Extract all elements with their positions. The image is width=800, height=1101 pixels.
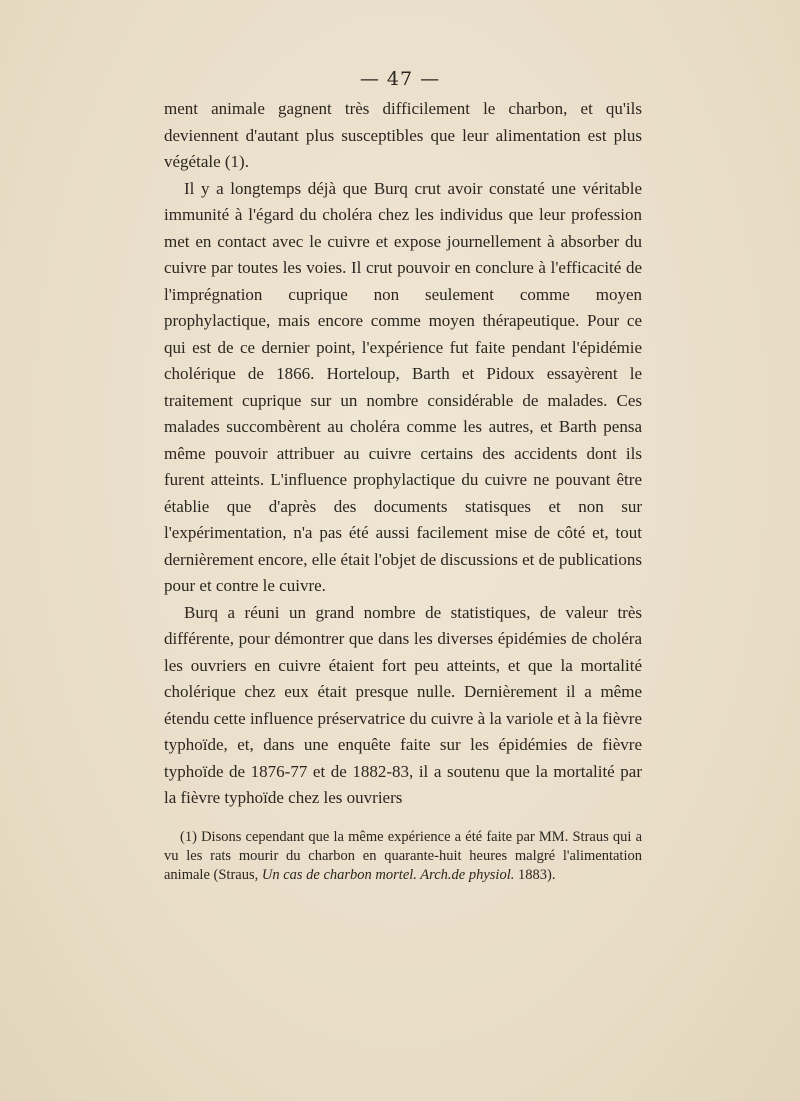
paragraph-3: Burq a réuni un grand nombre de statistiques, de valeur très différente, pour démontrer que dans les diverses épidémies de choléra les ouvriers en cuivre étaient fort peu atteints, et que la mortalité cholérique chez eux était presque nulle. Dernièrement il a même étendu cette influence préservatrice du cuivre à la variole et à la fièvre typhoïde, et, dans une enquête faite sur les épidémies de fièvre typhoïde de 1876-77 et de 1882-83, il a soutenu que la mortalité par la fièvre typhoïde chez les ouvriers — [164, 602, 642, 807]
main-text — [164, 96, 642, 812]
footnote-text-before: (1) Disons cependant que la même expérience a été faite par MM. Straus qui a vu les rats mourir du charbon en quarante-huit heures malgré l'alimentation animale (Straus, — [164, 829, 642, 883]
footnote-1 — [164, 828, 642, 885]
footnote-area — [164, 828, 642, 885]
page-number: — 47 — — [359, 68, 441, 90]
paragraph-2: Il y a longtemps déjà que Burq crut avoir constaté une véritable immunité à l'égard du choléra chez les individus que leur profession met en contact avec le cuivre et expose journellement à absorber du cuivre par toutes les voies. Il crut pouvoir en conclure à l'efficacité de l'imprégnation cuprique non seulement comme moyen prophylactique, mais encore comme moyen thérapeutique. Pour ce qui est de ce dernier point, l'expérience fut faite pendant l'épidémie cholérique de 1866. Horteloup, Barth et Pidoux essayèrent le traitement cuprique sur un nombre considérable de malades. Ces malades succombèrent au choléra comme les autres, et Barth pensa même pouvoir attribuer au cuivre certains des accidents dont ils furent atteints. L'influence prophylactique du cuivre ne pouvant être établie que d'après des documents statisques et non sur l'expérimentation, n'a pas été aussi facilement mise de côté et, tout dernièrement encore, elle était l'objet de discussions et de publications pour et contre le cuivre. — [164, 178, 642, 595]
paragraph-1: ment animale gagnent très difficilement le charbon, et qu'ils deviennent d'autant plus susceptibles que leur alimentation est plus végétale (1). — [164, 99, 642, 171]
footnote-citation: Un cas de charbon mortel. Arch.de physiol. — [261, 867, 515, 883]
footnote-text-after: 1883). — [514, 867, 556, 883]
